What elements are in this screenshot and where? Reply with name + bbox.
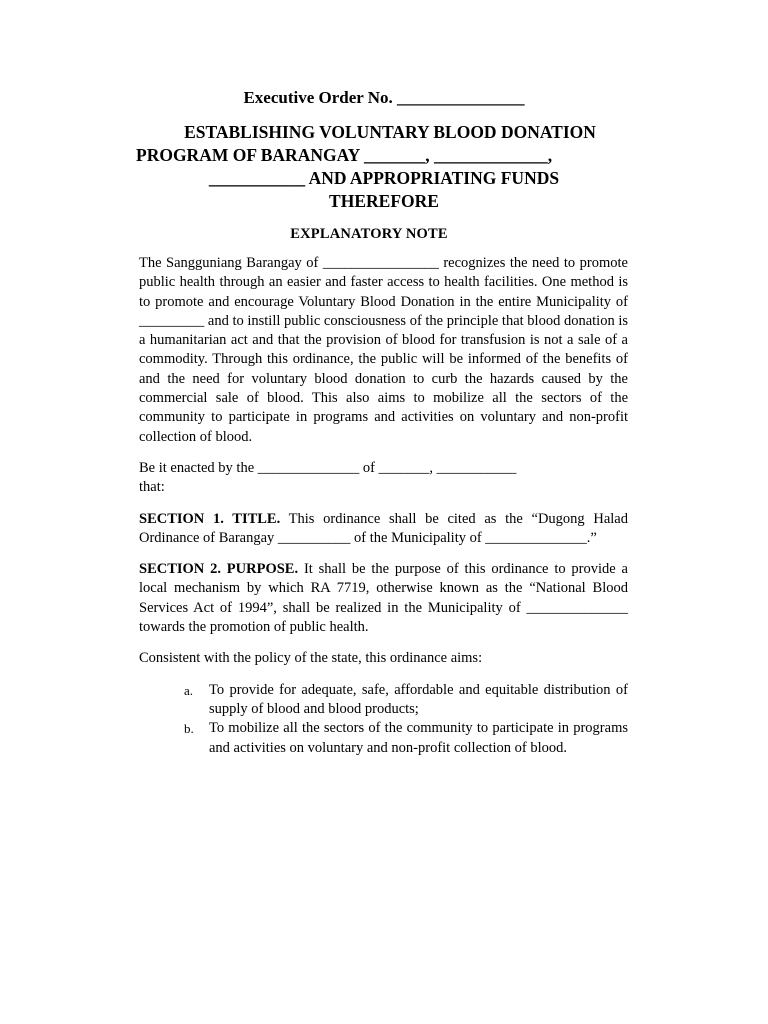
section-2 xyxy=(139,560,628,637)
enacting-clause-line-1: Be it enacted by the ______________ of _______, ___________ xyxy=(139,459,517,476)
executive-order-number: Executive Order No. _______________ xyxy=(243,88,525,107)
explanatory-note-heading: EXPLANATORY NOTE xyxy=(290,226,448,242)
list-item-text: To provide for adequate, safe, affordable and equitable distribution of supply of blood and blood products; xyxy=(209,681,628,717)
section-1 xyxy=(139,510,628,549)
list-marker: a. xyxy=(184,682,194,698)
enacting-clause-line-2: that: xyxy=(139,479,165,496)
title-line-4: THEREFORE xyxy=(329,191,439,211)
section-2-label: SECTION 2. PURPOSE. xyxy=(139,561,299,578)
list-marker: b. xyxy=(184,721,194,737)
list-item xyxy=(184,719,628,758)
document-title xyxy=(132,121,636,213)
section-1-text: This ordinance shall be cited as the “Dugong Halad Ordinance of Barangay __________ of the Municipality of ______________.” xyxy=(139,510,628,546)
section-1-label: SECTION 1. TITLE. xyxy=(139,510,281,527)
document-body xyxy=(139,254,628,758)
title-line-3: ___________ AND APPROPRIATING FUNDS xyxy=(208,168,560,188)
list-item-text: To mobilize all the sectors of the community to participate in programs and activities on voluntary and non-profit collection of blood. xyxy=(209,720,628,756)
list-item xyxy=(184,681,628,720)
aims-list xyxy=(184,681,628,758)
title-line-1: ESTABLISHING VOLUNTARY BLOOD DONATION xyxy=(184,122,596,142)
explanatory-paragraph: The Sangguniang Barangay of ________________ recognizes the need to promote public health through an easier and faster access to health facilities. One method is to promote and encourage Voluntary Blood Donation in the entire Municipality of _________ and to instill public consciousness of the principle that blood donation is a humanitarian act and that the provision of blood for transfusion is not a sale of a commodity. Through this ordinance, the public will be informed of the benefits of and the need for voluntary blood donation to curb the hazards caused by the commercial sale of blood. This also aims to mobilize all the sectors of the community to participate in programs and activities on voluntary and non-profit collection of blood. xyxy=(139,255,628,445)
consistent-paragraph: Consistent with the policy of the state, this ordinance aims: xyxy=(139,650,483,667)
title-line-2: PROGRAM OF BARANGAY _______, _____________, xyxy=(136,145,553,165)
enacting-clause xyxy=(139,459,628,498)
section-2-text: It shall be the purpose of this ordinance to provide a local mechanism by which RA 7719, otherwise known as the “National Blood Services Act of 1994”, shall be realized in the Municipality of ______________ towards the promotion of public health. xyxy=(139,561,628,636)
